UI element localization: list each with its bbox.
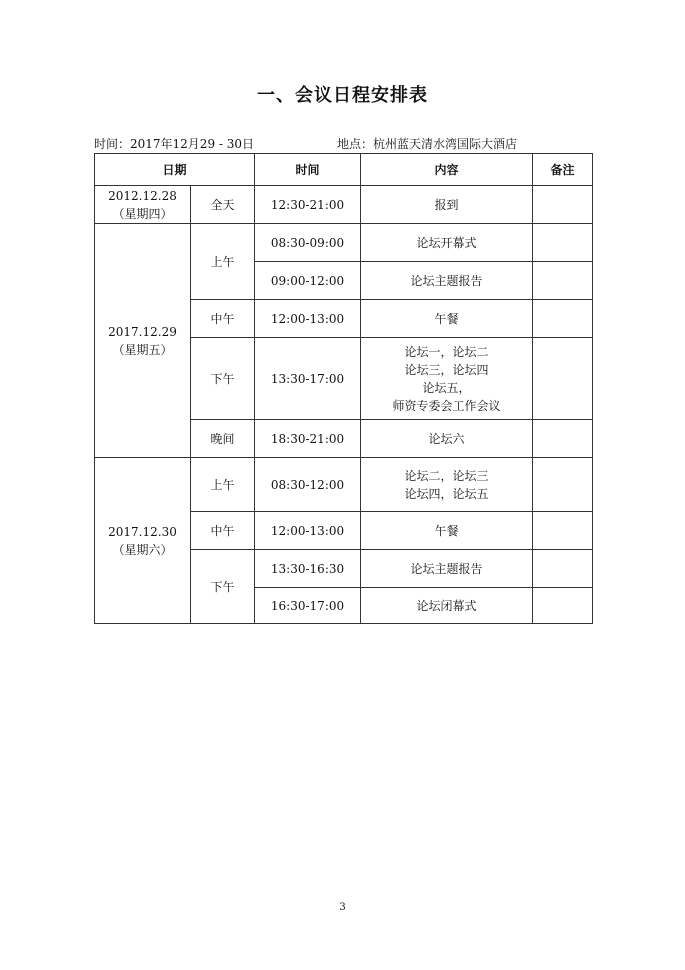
day1-weekday: （星期四） [112,206,173,221]
day2-date-cell [95,224,191,458]
day1-time: 12:30-21:00 [255,186,361,224]
day3-r2-time: 12:00-13:00 [255,512,361,550]
day2-r4-line3: 论坛五， [422,380,471,395]
day2-r5-content: 论坛六 [361,420,533,458]
day3-date: 2017.12.30 [108,524,177,539]
day2-r2-note [533,262,593,300]
day2-r2-time: 09:00-12:00 [255,262,361,300]
day2-morning: 上午 [191,224,255,300]
day3-r1-line2: 论坛四，论坛五 [404,486,489,501]
day2-r4-content [361,338,533,420]
day3-r1-content [361,458,533,512]
day3-r1-note [533,458,593,512]
page-number: 3 [339,902,346,913]
day1-date: 2012.12.28 [108,188,177,203]
day2-weekday: （星期五） [112,342,173,357]
day3-r1-time: 08:30-12:00 [255,458,361,512]
day3-morning: 上午 [191,458,255,512]
day2-r2-content: 论坛主题报告 [361,262,533,300]
header-time: 时间 [255,154,361,186]
day3-date-cell [95,458,191,624]
day1-note [533,186,593,224]
day2-r4-line4: 师资专委会工作会议 [392,398,501,413]
day3-noon: 中午 [191,512,255,550]
day2-date: 2017.12.29 [108,324,177,339]
day1-content: 报到 [361,186,533,224]
day3-weekday: （星期六） [112,542,173,557]
day2-r5-time: 18:30-21:00 [255,420,361,458]
day2-r4-line1: 论坛一，论坛二 [404,344,489,359]
day1-date-cell [95,186,191,224]
page-title: 一、会议日程安排表 [257,85,428,106]
table-row [95,186,593,224]
meeting-time: 时间：2017年12月29 - 30日 [94,137,255,151]
day2-evening: 晚间 [191,420,255,458]
day1-period: 全天 [191,186,255,224]
day3-r3-note [533,550,593,588]
day2-r1-content: 论坛开幕式 [361,224,533,262]
table-row [95,458,593,512]
schedule-table [94,153,593,624]
day3-r4-content: 论坛闭幕式 [361,588,533,624]
day2-r5-note [533,420,593,458]
header-date: 日期 [95,154,255,186]
day2-r3-time: 12:00-13:00 [255,300,361,338]
header-content: 内容 [361,154,533,186]
day2-r3-note [533,300,593,338]
day3-r1-line1: 论坛二，论坛三 [404,468,489,483]
day2-r4-line2: 论坛三，论坛四 [404,362,489,377]
header-note: 备注 [533,154,593,186]
day2-afternoon: 下午 [191,338,255,420]
day2-r1-time: 08:30-09:00 [255,224,361,262]
day3-r2-content: 午餐 [361,512,533,550]
day2-r3-content: 午餐 [361,300,533,338]
day2-r1-note [533,224,593,262]
day3-r3-time: 13:30-16:30 [255,550,361,588]
table-row [95,224,593,262]
day3-afternoon: 下午 [191,550,255,624]
day2-r4-time: 13:30-17:00 [255,338,361,420]
table-header-row [95,154,593,186]
day2-noon: 中午 [191,300,255,338]
day3-r2-note [533,512,593,550]
day2-r4-note [533,338,593,420]
day3-r3-content: 论坛主题报告 [361,550,533,588]
day3-r4-time: 16:30-17:00 [255,588,361,624]
meeting-info [94,136,594,152]
meeting-location: 地点：杭州蓝天清水湾国际大酒店 [337,137,518,151]
day3-r4-note [533,588,593,624]
